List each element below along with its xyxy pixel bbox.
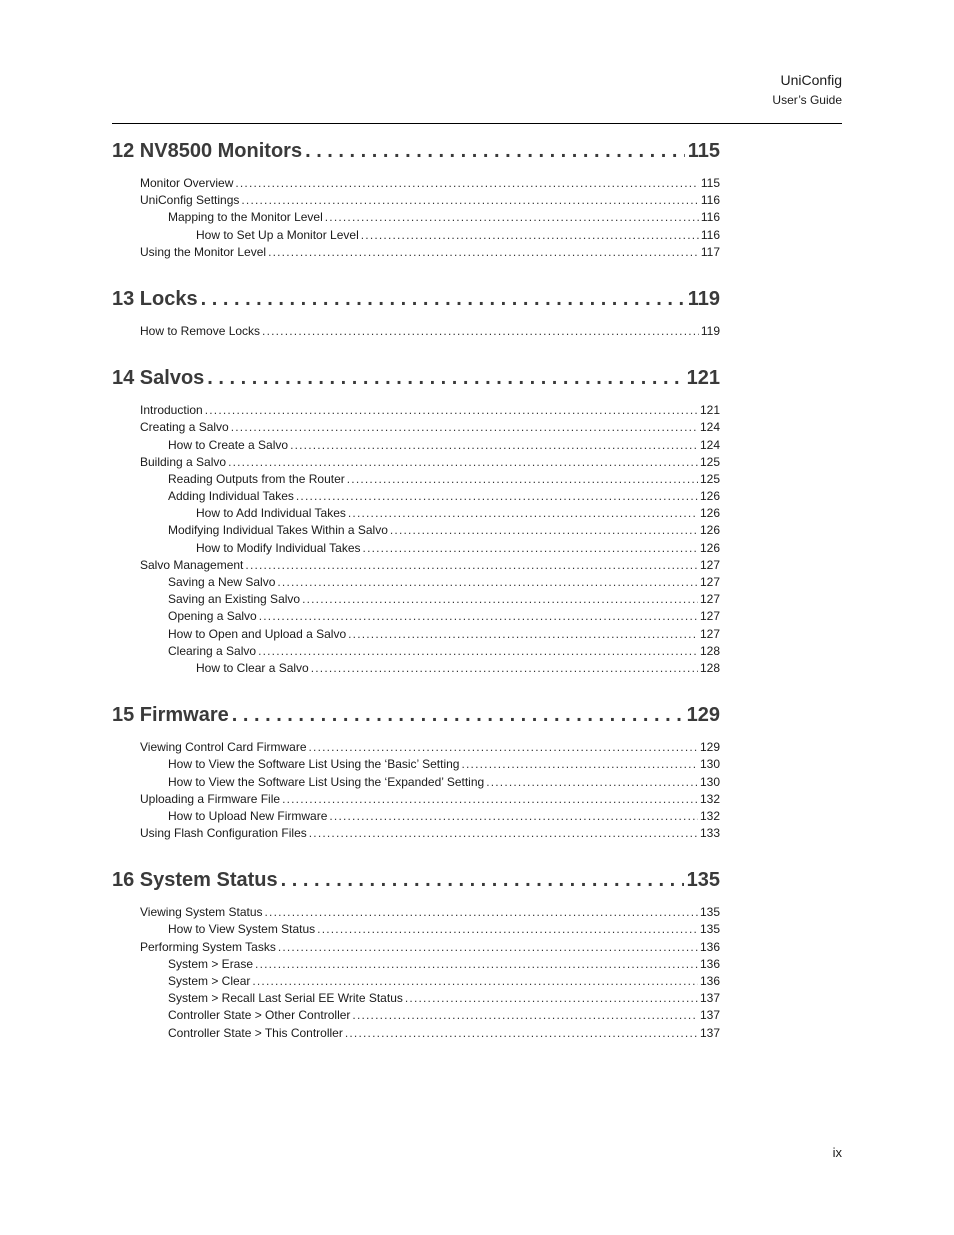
entry-title: Controller State > Other Controller <box>168 1008 351 1023</box>
chapter-heading[interactable] <box>112 288 720 320</box>
entry-page: 126 <box>699 540 720 555</box>
entry-title: Using the Monitor Level <box>140 244 267 259</box>
dot-leader <box>231 420 698 434</box>
dot-leader <box>258 644 698 658</box>
dot-leader <box>486 775 698 789</box>
entry-title: How to Add Individual Takes <box>196 506 346 521</box>
entry-title: System > Clear <box>168 974 251 988</box>
dot-leader <box>329 809 698 823</box>
dot-leader <box>347 472 698 486</box>
toc-entry[interactable] <box>112 592 720 609</box>
dot-leader <box>302 592 698 606</box>
toc-entry[interactable] <box>112 506 720 523</box>
entry-title: How to Set Up a Monitor Level <box>196 227 359 242</box>
toc-entry[interactable] <box>112 489 720 506</box>
entry-title: Controller State > This Controller <box>168 1025 343 1040</box>
entry-page: 130 <box>699 774 720 789</box>
dot-leader <box>205 403 698 417</box>
chapter-title: 12 NV8500 Monitors <box>112 140 303 162</box>
entry-page: 127 <box>699 557 720 572</box>
dot-leader <box>277 575 698 589</box>
entry-title: System > Recall Last Serial EE Write Status <box>168 991 403 1006</box>
toc-entry[interactable] <box>112 420 720 437</box>
toc-entry[interactable] <box>112 957 720 974</box>
toc-entry[interactable] <box>112 775 720 792</box>
dot-leader <box>325 210 699 224</box>
entry-title: Mapping to the Monitor Level <box>168 210 323 225</box>
toc-chapter <box>112 704 720 843</box>
entry-title: Introduction <box>140 403 203 418</box>
entry-title: Saving a New Salvo <box>168 575 276 589</box>
entry-title: Uploading a Firmware File <box>140 791 281 806</box>
toc-entry[interactable] <box>112 472 720 489</box>
entry-page: 127 <box>699 592 720 607</box>
entry-page: 137 <box>699 1008 720 1023</box>
table-of-contents <box>112 140 720 1043</box>
dot-leader <box>262 324 699 338</box>
entry-title: How to View the Software List Using the ‘Expanded’ Setting <box>168 774 485 789</box>
entry-page: 130 <box>699 757 720 772</box>
entry-page: 117 <box>700 244 720 259</box>
dot-leader <box>352 1008 698 1022</box>
entry-title: Building a Salvo <box>140 454 227 469</box>
toc-entry[interactable] <box>112 523 720 540</box>
toc-entry[interactable] <box>112 826 720 843</box>
dot-leader <box>405 991 698 1005</box>
chapter-title: 15 Firmware <box>112 704 229 727</box>
dot-leader <box>309 826 698 840</box>
entry-title: Viewing System Status <box>140 905 263 920</box>
chapter-page: 129 <box>686 704 720 727</box>
entry-title: How to Upload New Firmware <box>168 808 328 823</box>
toc-entry[interactable] <box>112 541 720 558</box>
entry-page: 116 <box>700 193 720 208</box>
entry-page: 116 <box>700 227 720 242</box>
dot-leader <box>361 228 699 242</box>
dot-leader <box>201 288 685 311</box>
dot-leader <box>363 541 698 555</box>
entry-title: Clearing a Salvo <box>168 643 257 658</box>
toc-chapter <box>112 869 720 1043</box>
toc-entry[interactable] <box>112 991 720 1008</box>
entry-title: UniConfig Settings <box>140 193 240 208</box>
toc-entry[interactable] <box>112 740 720 757</box>
entry-page: 132 <box>699 808 720 823</box>
chapter-page: 121 <box>686 367 720 390</box>
toc-entry[interactable] <box>112 1008 720 1025</box>
entry-title: How to Open and Upload a Salvo <box>168 626 347 641</box>
entry-title: Saving an Existing Salvo <box>168 592 301 607</box>
toc-entry[interactable] <box>112 210 720 227</box>
toc-entry[interactable] <box>112 940 720 957</box>
dot-leader <box>390 523 698 537</box>
toc-entry[interactable] <box>112 176 720 193</box>
entry-page: 127 <box>699 626 720 641</box>
toc-entry[interactable] <box>112 193 720 210</box>
entry-page: 127 <box>699 609 720 624</box>
entry-page: 126 <box>699 523 720 538</box>
toc-entry[interactable] <box>112 438 720 455</box>
chapter-spacer <box>112 678 720 704</box>
toc-entry[interactable] <box>112 792 720 809</box>
dot-leader <box>309 740 698 754</box>
dot-leader <box>241 193 698 207</box>
dot-leader <box>278 940 698 954</box>
toc-entry[interactable] <box>112 974 720 991</box>
entry-page: 115 <box>700 176 720 190</box>
entry-page: 135 <box>699 905 720 920</box>
entry-page: 137 <box>699 1025 720 1040</box>
entry-page: 124 <box>699 437 720 452</box>
page-number: ix <box>832 1145 842 1160</box>
chapter-heading[interactable] <box>112 140 720 172</box>
toc-entry[interactable] <box>112 245 720 262</box>
dot-leader <box>268 245 699 259</box>
entry-page: 124 <box>699 420 720 435</box>
toc-chapter <box>112 140 720 262</box>
toc-entry[interactable] <box>112 575 720 592</box>
dot-leader <box>461 757 697 771</box>
dot-leader <box>305 140 685 163</box>
toc-entry[interactable] <box>112 661 720 678</box>
dot-leader <box>348 627 698 641</box>
entry-page: 128 <box>699 660 720 675</box>
chapter-page: 119 <box>687 287 720 310</box>
entry-page: 121 <box>699 403 720 418</box>
toc-entry[interactable] <box>112 905 720 922</box>
toc-entry[interactable] <box>112 403 720 420</box>
entry-title: How to Clear a Salvo <box>196 660 309 675</box>
entry-page: 119 <box>700 323 720 338</box>
entry-title: Adding Individual Takes <box>168 489 294 504</box>
entry-title: Salvo Management <box>140 557 244 572</box>
toc-entry[interactable] <box>112 558 720 575</box>
entry-title: Creating a Salvo <box>140 420 229 435</box>
entry-title: Performing System Tasks <box>140 939 276 954</box>
chapter-spacer <box>112 262 720 288</box>
entry-page: 136 <box>699 956 720 971</box>
dot-leader <box>232 704 684 727</box>
toc-entry[interactable] <box>112 609 720 626</box>
entry-title: How to Create a Salvo <box>168 437 289 452</box>
dot-leader <box>259 609 698 623</box>
entry-page: 137 <box>699 991 720 1006</box>
entry-page: 126 <box>699 506 720 521</box>
toc-chapter <box>112 288 720 341</box>
entry-title: How to View System Status <box>168 922 316 937</box>
toc-entry[interactable] <box>112 627 720 644</box>
chapter-page: 115 <box>687 140 720 162</box>
dot-leader <box>245 558 698 572</box>
dot-leader <box>317 922 698 936</box>
entry-title: Viewing Control Card Firmware <box>140 740 307 755</box>
entry-title: How to Modify Individual Takes <box>196 540 361 555</box>
entry-title: How to View the Software List Using the ‘Basic’ Setting <box>168 757 460 772</box>
chapter-page: 135 <box>686 869 720 892</box>
entry-page: 126 <box>699 489 720 504</box>
toc-entry[interactable] <box>112 324 720 341</box>
entry-page: 133 <box>699 826 720 841</box>
running-header <box>772 70 842 109</box>
entry-page: 136 <box>699 974 720 988</box>
chapter-heading[interactable] <box>112 704 720 736</box>
entry-title: Opening a Salvo <box>168 609 257 624</box>
dot-leader <box>265 905 698 919</box>
dot-leader <box>255 957 698 971</box>
toc-entry[interactable] <box>112 455 720 472</box>
chapter-title: 16 System Status <box>112 869 278 892</box>
entry-page: 136 <box>699 939 720 954</box>
entry-title: Monitor Overview <box>140 176 234 190</box>
dot-leader <box>348 506 698 520</box>
chapter-title: 13 Locks <box>112 287 198 310</box>
chapter-heading[interactable] <box>112 367 720 399</box>
dot-leader <box>296 489 698 503</box>
dot-leader <box>282 792 698 806</box>
header-subtitle: User’s Guide <box>772 93 842 107</box>
entry-title: Modifying Individual Takes Within a Salvo <box>168 523 388 538</box>
header-title: UniConfig <box>780 72 842 88</box>
chapter-spacer <box>112 843 720 869</box>
entry-title: Using Flash Configuration Files <box>140 826 307 841</box>
toc-entry[interactable] <box>112 809 720 826</box>
dot-leader <box>290 438 698 452</box>
entry-page: 116 <box>700 210 720 225</box>
chapter-heading[interactable] <box>112 869 720 901</box>
toc-entry[interactable] <box>112 228 720 245</box>
toc-entry[interactable] <box>112 644 720 661</box>
toc-entry[interactable] <box>112 1026 720 1043</box>
dot-leader <box>252 974 698 988</box>
header-rule <box>112 123 842 124</box>
toc-entry[interactable] <box>112 757 720 774</box>
dot-leader <box>207 367 683 390</box>
dot-leader <box>228 455 698 469</box>
chapter-spacer <box>112 341 720 367</box>
toc-entry[interactable] <box>112 922 720 939</box>
entry-page: 132 <box>699 791 720 806</box>
entry-page: 125 <box>699 471 720 486</box>
dot-leader <box>235 176 699 190</box>
entry-title: Reading Outputs from the Router <box>168 471 345 486</box>
entry-page: 127 <box>699 575 720 589</box>
entry-title: How to Remove Locks <box>140 323 261 338</box>
entry-page: 128 <box>699 643 720 658</box>
dot-leader <box>345 1026 698 1040</box>
dot-leader <box>311 661 698 675</box>
dot-leader <box>281 869 684 892</box>
chapter-title: 14 Salvos <box>112 367 205 390</box>
entry-page: 135 <box>699 922 720 937</box>
entry-title: System > Erase <box>168 956 254 971</box>
entry-page: 129 <box>699 740 720 755</box>
toc-chapter <box>112 367 720 678</box>
entry-page: 125 <box>699 454 720 469</box>
